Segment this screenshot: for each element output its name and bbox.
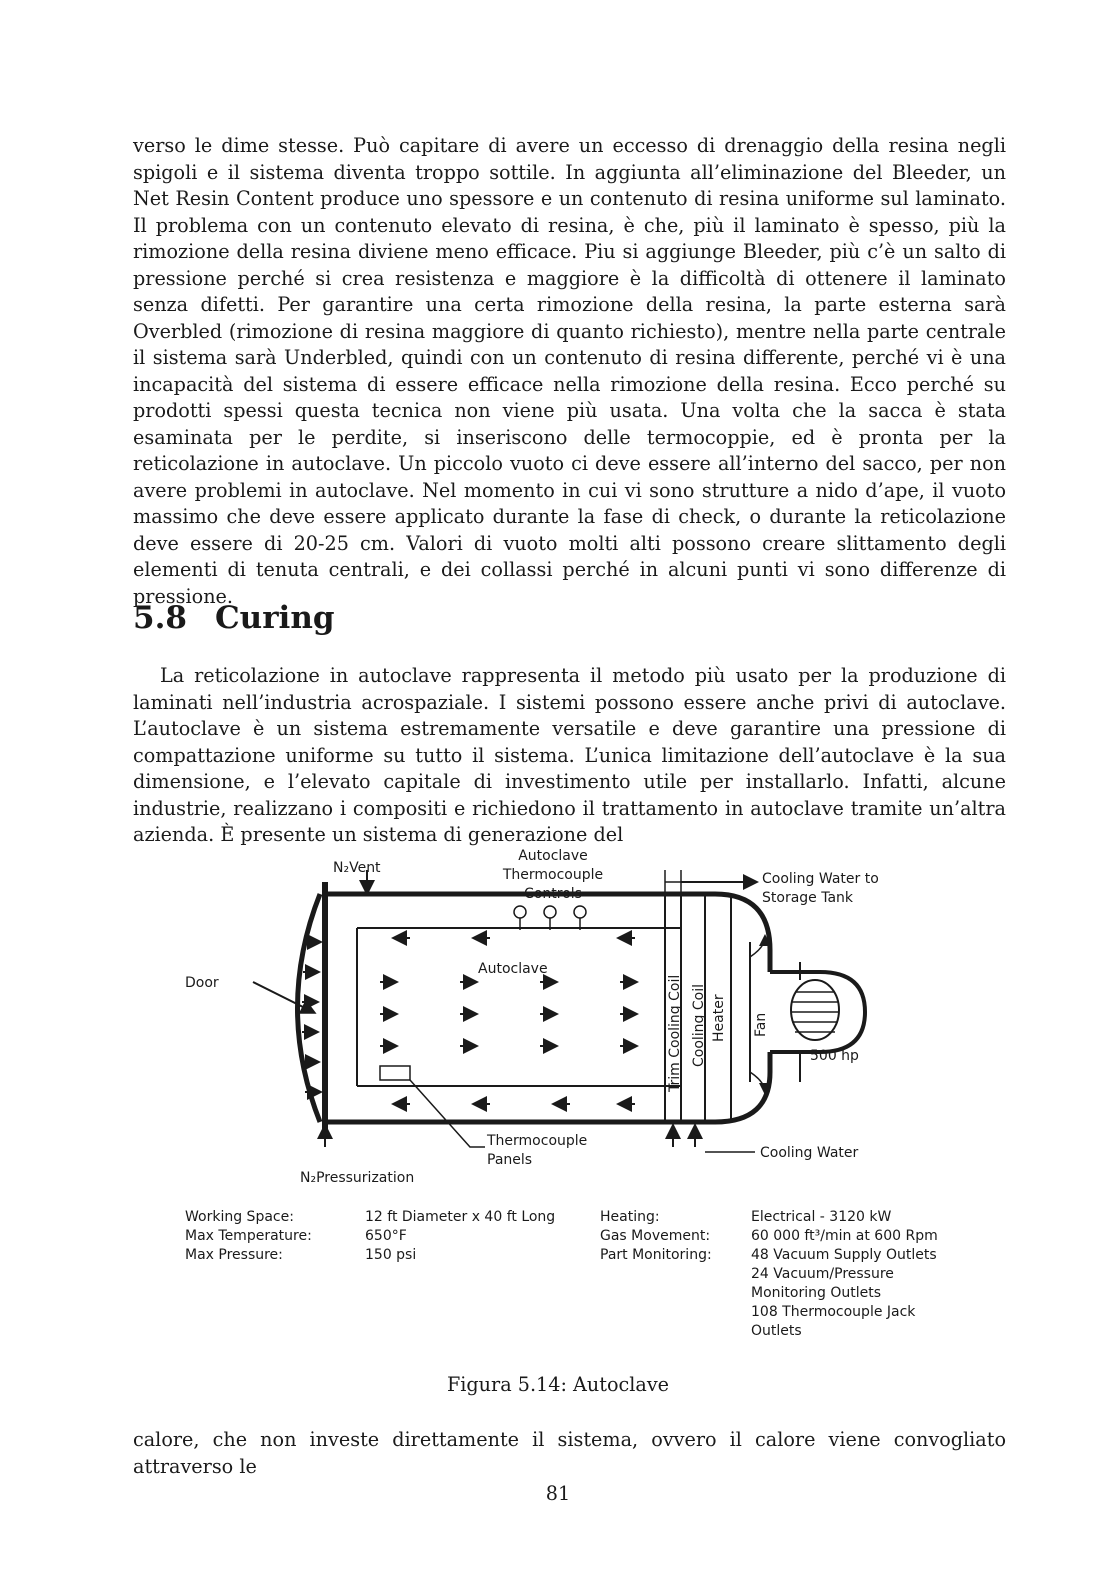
section-heading: [133, 600, 335, 636]
autoclave-tc-label-1: Autoclave: [518, 848, 588, 864]
trim-cooling-coil-label: Trim Cooling Coil: [667, 974, 683, 1092]
paragraph-curing: [133, 663, 1006, 849]
section-title: Curing: [215, 600, 335, 636]
cooling-water-label: Cooling Water: [760, 1145, 859, 1161]
autoclave-label: Autoclave: [478, 961, 548, 977]
spec-left-values: [365, 1208, 555, 1265]
section-number: 5.8: [133, 600, 187, 636]
door-label: Door: [185, 975, 219, 991]
spec-left-labels: [185, 1208, 312, 1265]
spec-value: 650°F: [365, 1228, 407, 1244]
spec-label: Heating:: [600, 1209, 660, 1225]
autoclave-tc-label-2: Thermocouple: [502, 867, 604, 883]
figure-caption: Figura 5.14: Autoclave: [446, 1373, 670, 1396]
spec-value: 24 Vacuum/Pressure: [751, 1266, 894, 1282]
paragraph-continuation: calore, che non investe direttamente il sistema, ovvero il calore viene convogliato attraverso le: [133, 1428, 1006, 1478]
spec-right-values: [751, 1208, 938, 1341]
n2-vent-label: N₂Vent: [333, 860, 381, 876]
spec-label: Part Monitoring:: [600, 1247, 712, 1263]
spec-value: 12 ft Diameter x 40 ft Long: [365, 1209, 556, 1225]
fan-label: Fan: [753, 1012, 769, 1037]
autoclave-tc-label-3: Controls: [524, 886, 582, 902]
spec-value: Monitoring Outlets: [751, 1285, 881, 1301]
thermocouple-panels-label-1: Thermocouple: [487, 1133, 588, 1149]
spec-value: 150 psi: [365, 1247, 417, 1263]
thermocouple-control-probes: [514, 906, 586, 930]
spec-value: 108 Thermocouple Jack: [751, 1304, 916, 1320]
cooling-water-to-label-1: Cooling Water to: [762, 871, 879, 887]
autoclave-figure: [175, 842, 975, 1352]
spec-label: Max Temperature:: [185, 1228, 312, 1244]
cooling-water-to-label-2: Storage Tank: [762, 890, 854, 906]
cooling-coil-label: Cooling Coil: [691, 983, 707, 1067]
vessel: [298, 882, 866, 1134]
paragraph-curing-text: La reticolazione in autoclave rappresenta il metodo più usato per la produzione di laminati nell’industria acrospaziale. I sistemi possono essere anche privi di autoclave. L’autoclave è un sistema estremamente versatile e deve garantire una pressione di compattazione uniforme su tutto il sistema. L’unica limitazione dell’autoclave è la sua dimensione, e l’elevato capitale di investimento utile per installarlo. Infatti, alcune industrie, realizzano i compositi e richiedono il trattamento in autoclave tramite un’altra azienda. È presente un sistema di generazione del: [133, 664, 1006, 846]
spec-value: Outlets: [751, 1323, 802, 1339]
spec-right-labels: [600, 1208, 712, 1265]
heater-label: Heater: [711, 994, 727, 1042]
spec-label: Gas Movement:: [600, 1228, 711, 1244]
autoclave-diagram: [175, 842, 975, 1202]
paragraph-bleeder: verso le dime stesse. Può capitare di avere un eccesso di drenaggio della resina negli spigoli e il sistema diventa troppo sottile. In aggiunta all’eliminazione del Bleeder, un Net Resin Content produce uno spessore e un contenuto di resina uniforme sul laminato. Il problema con un contenuto elevato di resina, è che, più il laminato è spesso, più la rimozione della resina diviene meno efficace. Piu si aggiunge Bleeder, più c’è un salto di pressione perché si crea resistenza e maggiore è la difficoltà di ottenere il laminato senza difetti. Per garantire una certa rimozione della resina, la parte esterna sarà Overbled (rimozione di resina maggiore di quanto richiesto), mentre nella parte centrale il sistema sarà Underbled, quindi con un contenuto di resina differente, perché vi è una incapacità del sistema di essere efficace nella rimozione della resina. Ecco perché su prodotti spessi questa tecnica non viene più usata. Una volta che la sacca è stata esaminata per le perdite, si inseriscono delle termocoppie, ed è pronta per la reticolazione in autoclave. Un piccolo vuoto ci deve essere all’interno del sacco, per non avere problemi in autoclave. Nel momento in cui vi sono strutture a nido d’ape, il vuoto massimo che deve essere applicato durante la fase di check, o durante la reticolazione deve essere di 20-25 cm. Valori di vuoto molti alti possono creare slittamento degli elementi di tenuta centrali, e dei collassi perché in alcuni punti vi sono differenze di pressione.: [133, 134, 1006, 608]
n2-pressurization-label: N₂Pressurization: [300, 1170, 415, 1186]
spec-value: Electrical - 3120 kW: [751, 1209, 892, 1225]
thermocouple-panels-label-2: Panels: [487, 1152, 533, 1168]
motor-label: 500 hp: [810, 1048, 859, 1064]
spec-label: Working Space:: [185, 1209, 294, 1225]
page-number: 81: [545, 1482, 571, 1505]
spec-value: 48 Vacuum Supply Outlets: [751, 1247, 937, 1263]
spec-value: 60 000 ft³/min at 600 Rpm: [751, 1228, 938, 1244]
spec-label: Max Pressure:: [185, 1247, 283, 1263]
